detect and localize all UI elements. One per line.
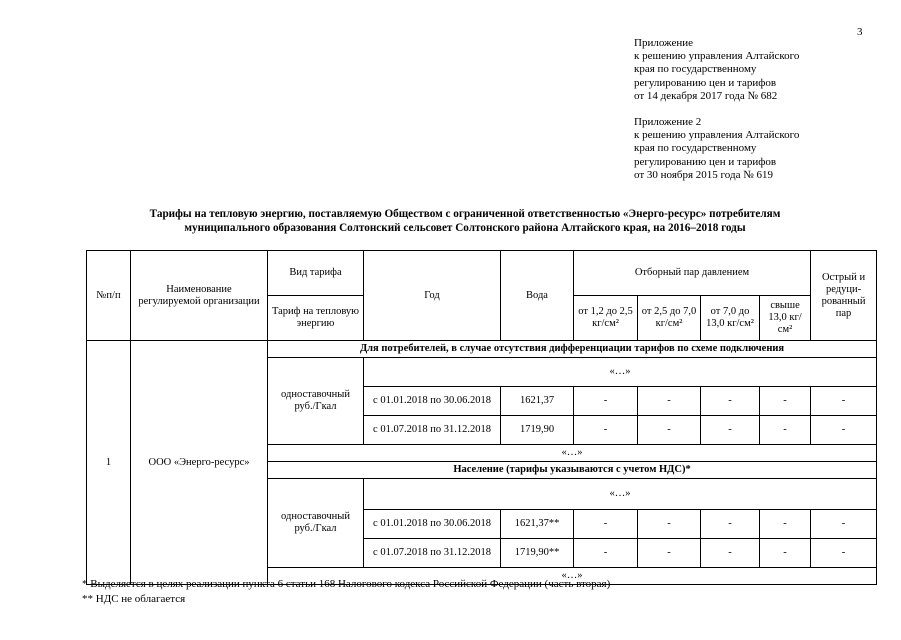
tariff-kind-1: одноставочный руб./Гкал	[268, 358, 364, 445]
dash-cell: -	[574, 416, 638, 445]
period-cell: с 01.01.2018 по 30.06.2018	[364, 387, 501, 416]
period-cell: с 01.07.2018 по 31.12.2018	[364, 539, 501, 568]
dash-cell: -	[811, 510, 877, 539]
header-steam-3: от 7,0 до 13,0 кг/см²	[701, 296, 760, 341]
period-cell: с 01.01.2018 по 30.06.2018	[364, 510, 501, 539]
dash-cell: -	[811, 416, 877, 445]
header-sharp-steam: Острый и редуци-рованный пар	[811, 251, 877, 341]
dash-cell: -	[638, 416, 701, 445]
dash-cell: -	[638, 510, 701, 539]
annex-2-block	[634, 116, 799, 182]
ellipsis-cell: «…»	[364, 479, 877, 510]
header-steam-2: от 2,5 до 7,0 кг/см²	[638, 296, 701, 341]
footnote-2: ** НДС не облагается	[82, 592, 186, 605]
header-steam-1: от 1,2 до 2,5 кг/см²	[574, 296, 638, 341]
annex-1-line: к решению управления Алтайского	[634, 50, 800, 63]
dash-cell: -	[760, 510, 811, 539]
dash-cell: -	[574, 539, 638, 568]
footnote-1: * Выделяется в целях реализации пункта 6 статьи 168 Налогового кодекса Российской Федерации (часть вторая)	[82, 578, 611, 590]
annex-2-line: Приложение 2	[634, 116, 702, 128]
dash-cell: -	[638, 387, 701, 416]
tariff-table	[86, 250, 877, 585]
section-1-title: Для потребителей, в случае отсутствия дифференциации тарифов по схеме подключения	[268, 341, 877, 358]
header-steam-4: свыше 13,0 кг/см²	[760, 296, 811, 341]
page-number: 3	[857, 26, 863, 38]
annex-1-line: от 14 декабря 2017 года № 682	[634, 89, 778, 102]
annex-1-line: регулированию цен и тарифов	[634, 76, 777, 89]
footnotes	[82, 577, 610, 606]
header-water: Вода	[501, 251, 574, 341]
dash-cell: -	[574, 387, 638, 416]
annex-2-line: регулированию цен и тарифов	[634, 155, 777, 168]
header-tariff-type: Вид тарифа	[268, 251, 364, 296]
organization-name: ООО «Энерго-ресурс»	[131, 341, 268, 585]
dash-cell: -	[760, 387, 811, 416]
dash-cell: -	[701, 510, 760, 539]
document-title	[60, 207, 870, 235]
annex-2-line: от 30 ноября 2015 года № 619	[634, 168, 773, 181]
dash-cell: -	[638, 539, 701, 568]
ellipsis-cell: «…»	[268, 568, 877, 585]
tariff-kind-2: одноставочный руб./Гкал	[268, 479, 364, 568]
annex-1-line: края по государственному	[634, 63, 757, 76]
dash-cell: -	[701, 539, 760, 568]
header-tariff-heat: Тариф на тепловую энергию	[268, 296, 364, 341]
dash-cell: -	[760, 539, 811, 568]
dash-cell: -	[701, 387, 760, 416]
annex-2-line: к решению управления Алтайского	[634, 129, 800, 142]
header-org: Наименование регулируемой организации	[131, 251, 268, 341]
water-value: 1719,90	[501, 416, 574, 445]
dash-cell: -	[574, 510, 638, 539]
water-value: 1621,37**	[501, 510, 574, 539]
ellipsis-cell: «…»	[268, 445, 877, 462]
section-2-title: Население (тарифы указываются с учетом НДС)*	[268, 462, 877, 479]
ellipsis-cell: «…»	[364, 358, 877, 387]
header-year: Год	[364, 251, 501, 341]
dash-cell: -	[811, 387, 877, 416]
annex-1-block	[634, 37, 799, 103]
title-line-2: муниципального образования Солтонский сельсовет Солтонского района Алтайского края, на 2016–2018 годы	[184, 222, 746, 234]
water-value: 1621,37	[501, 387, 574, 416]
annex-2-line: края по государственному	[634, 142, 757, 155]
water-value: 1719,90**	[501, 539, 574, 568]
dash-cell: -	[811, 539, 877, 568]
header-num: №п/п	[87, 251, 131, 341]
dash-cell: -	[760, 416, 811, 445]
header-steam: Отборный пар давлением	[574, 251, 811, 296]
annex-1-line: Приложение	[634, 37, 694, 49]
period-cell: с 01.07.2018 по 31.12.2018	[364, 416, 501, 445]
title-line-1: Тарифы на тепловую энергию, поставляемую Обществом с ограниченной ответственностью «Энерго-ресурс» потребителям	[149, 208, 781, 220]
dash-cell: -	[701, 416, 760, 445]
row-number: 1	[87, 341, 131, 585]
